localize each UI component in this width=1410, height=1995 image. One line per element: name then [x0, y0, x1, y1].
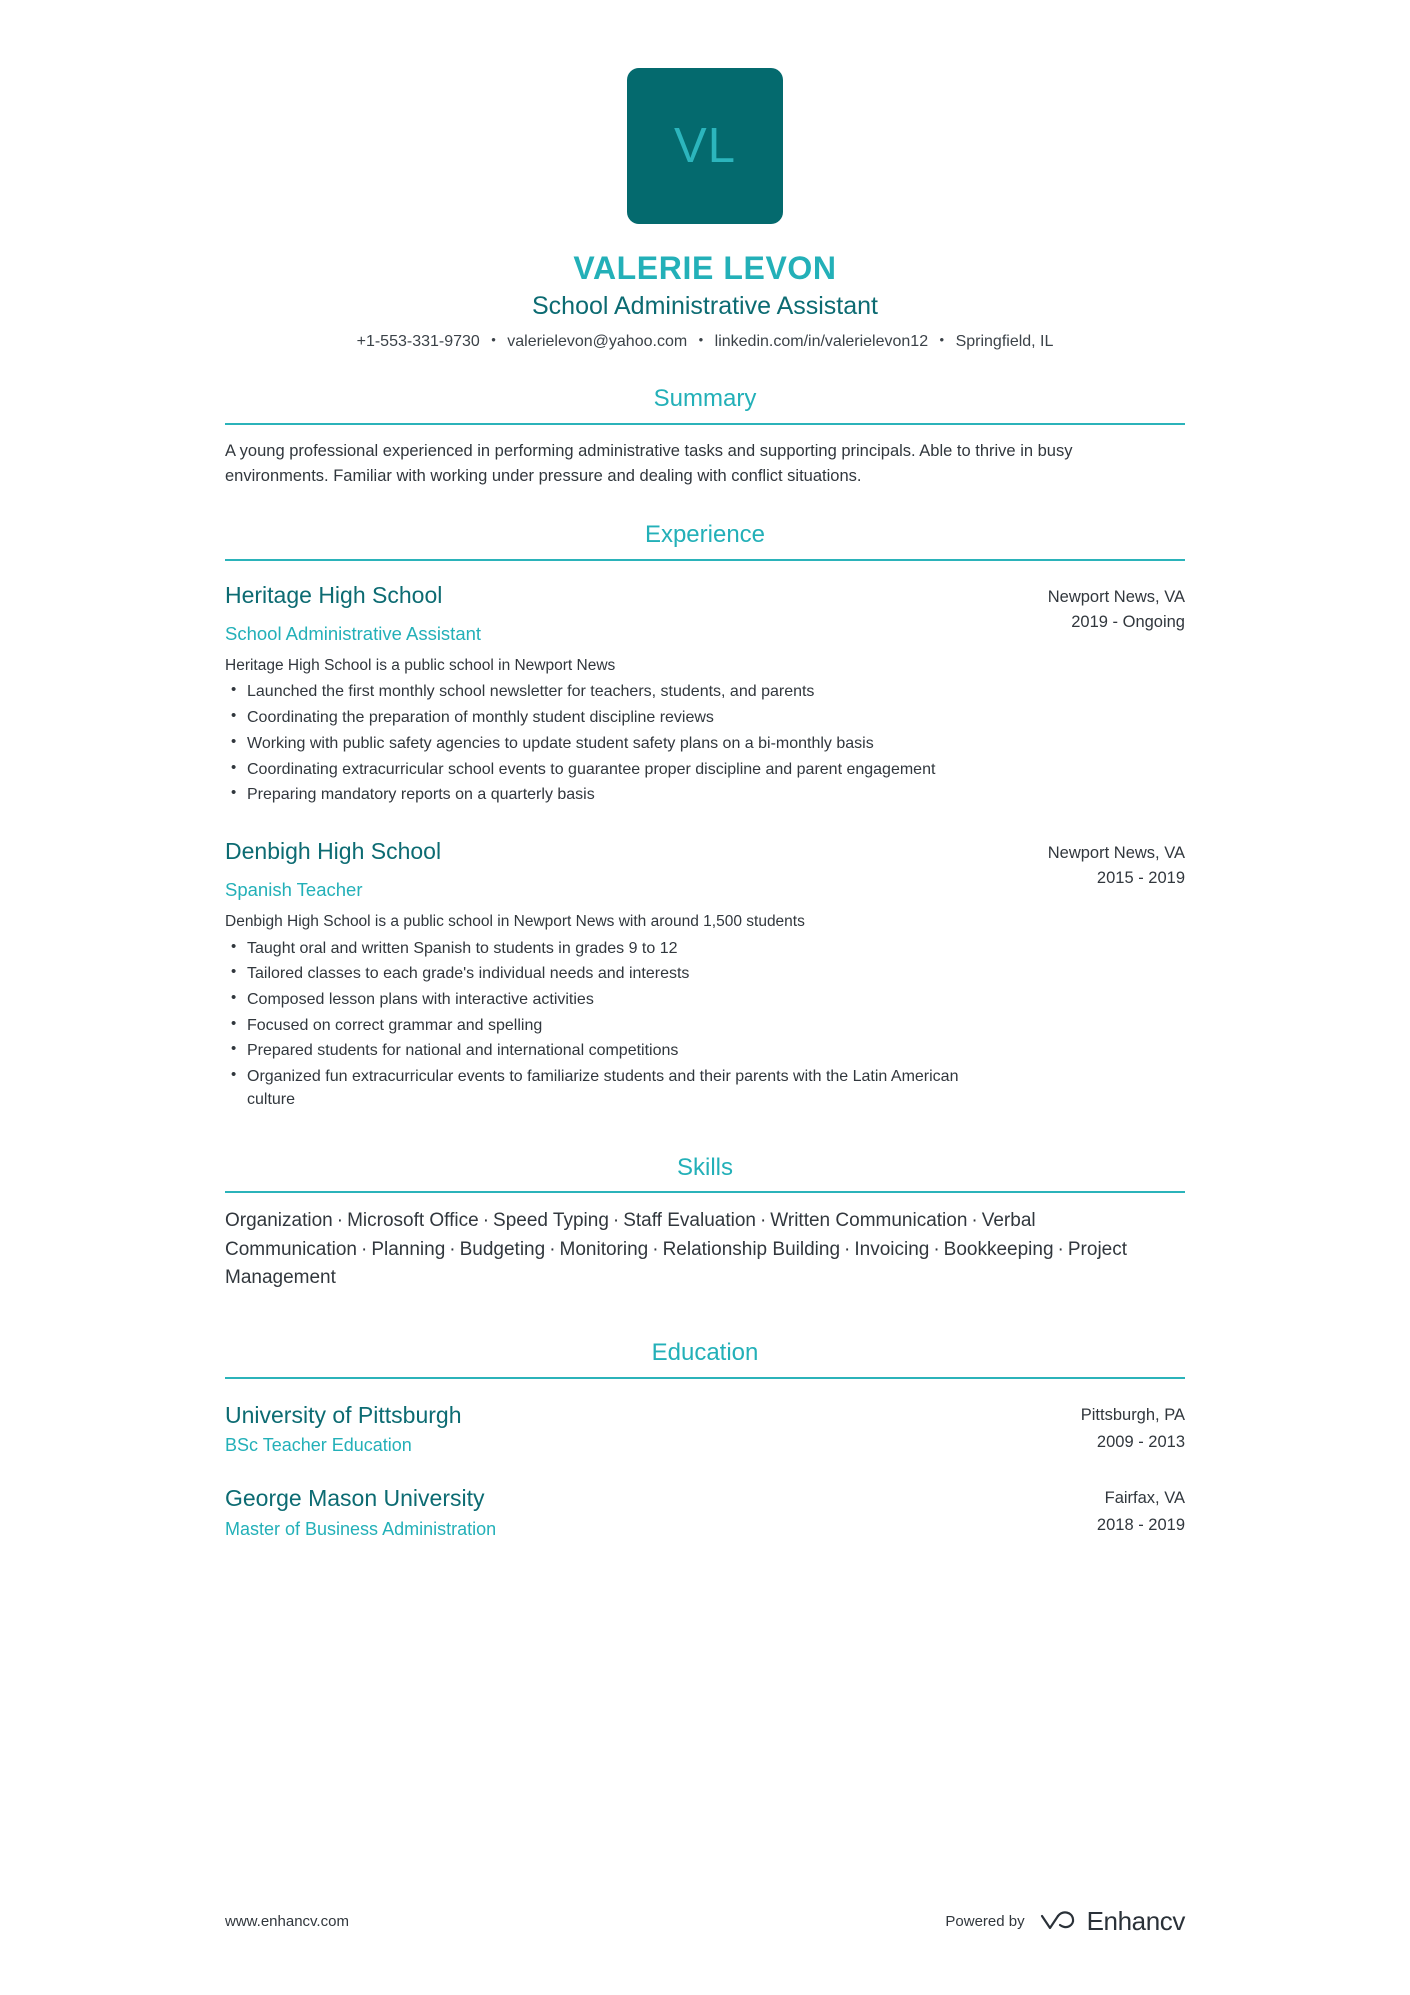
- education-degree: BSc Teacher Education: [225, 1435, 412, 1456]
- skill-separator-icon: ·: [482, 1210, 490, 1232]
- enhancv-mark-icon: [1039, 1909, 1079, 1935]
- education-entry: [225, 1484, 1185, 1541]
- contact-phone: +1-553-331-9730: [356, 332, 480, 350]
- list-item: • Focused on correct grammar and spelling: [225, 1015, 979, 1038]
- experience-bullets: [225, 681, 979, 807]
- contact-separator-icon: •: [698, 331, 704, 347]
- skill-separator-icon: ·: [844, 1238, 851, 1260]
- skill-item: Staff Evaluation: [623, 1210, 756, 1232]
- experience-dates: 2019 - Ongoing: [1071, 613, 1185, 632]
- skill-item: Monitoring: [559, 1238, 649, 1260]
- section-title-experience: Experience: [644, 521, 766, 549]
- experience-description: Denbigh High School is a public school in Newport News with around 1,500 students: [225, 912, 805, 930]
- section-skills: [225, 1154, 1185, 1293]
- skill-item: Project Management: [225, 1238, 1128, 1289]
- skill-separator-icon: ·: [612, 1210, 620, 1232]
- experience-entry: [225, 837, 1185, 1112]
- experience-role: School Administrative Assistant: [225, 622, 482, 644]
- section-title-summary: Summary: [653, 385, 757, 413]
- list-item: • Working with public safety agencies to update student safety plans on a bi-monthly basis: [225, 733, 979, 756]
- skill-separator-icon: ·: [652, 1238, 659, 1260]
- education-entry: [225, 1401, 1185, 1458]
- skill-item: Invoicing: [854, 1238, 930, 1260]
- skills-list: [225, 1207, 1160, 1293]
- enhancv-wordmark: Enhancv: [1086, 1906, 1185, 1936]
- section-experience: [225, 521, 1185, 1111]
- candidate-name: VALERIE LEVON: [573, 250, 837, 286]
- page-footer: [225, 1906, 1185, 1937]
- skill-separator-icon: ·: [933, 1238, 940, 1260]
- list-item: • Prepared students for national and international competitions: [225, 1040, 979, 1063]
- contact-separator-icon: •: [939, 331, 945, 347]
- list-item: • Taught oral and written Spanish to students in grades 9 to 12: [225, 938, 979, 961]
- contact-location: Springfield, IL: [955, 332, 1054, 350]
- list-item: • Composed lesson plans with interactive activities: [225, 989, 979, 1012]
- skill-item: Microsoft Office: [347, 1210, 479, 1232]
- list-item: • Launched the first monthly school newsletter for teachers, students, and parents: [225, 681, 979, 704]
- experience-entry: [225, 581, 1185, 807]
- education-school: George Mason University: [225, 1484, 485, 1511]
- skill-item: Organization: [225, 1210, 333, 1232]
- education-location: Pittsburgh, PA: [1080, 1405, 1185, 1424]
- candidate-job-title: School Administrative Assistant: [532, 291, 878, 320]
- education-location: Fairfax, VA: [1104, 1488, 1185, 1507]
- skill-separator-icon: ·: [549, 1238, 556, 1260]
- enhancv-logo: [1039, 1906, 1185, 1937]
- skill-item: Speed Typing: [493, 1210, 609, 1232]
- education-dates: 2009 - 2013: [1096, 1433, 1185, 1452]
- experience-organization: Denbigh High School: [225, 838, 442, 865]
- avatar-container: [225, 68, 1185, 224]
- education-degree: Master of Business Administration: [225, 1518, 497, 1539]
- list-item: • Coordinating the preparation of monthly student discipline reviews: [225, 707, 979, 730]
- skill-item: Verbal Communication: [225, 1210, 1036, 1260]
- powered-by-label: Powered by: [945, 1913, 1025, 1930]
- education-list: [225, 1379, 1185, 1541]
- skill-item: Bookkeeping: [943, 1238, 1054, 1260]
- footer-website-url[interactable]: www.enhancv.com: [225, 1913, 349, 1930]
- skill-separator-icon: ·: [449, 1238, 456, 1260]
- list-item: • Tailored classes to each grade's individual needs and interests: [225, 963, 979, 986]
- list-item: • Coordinating extracurricular school events to guarantee proper discipline and parent engagement: [225, 759, 979, 782]
- experience-organization: Heritage High School: [225, 581, 443, 608]
- experience-location: Newport News, VA: [1047, 844, 1185, 863]
- experience-role: Spanish Teacher: [225, 878, 363, 900]
- avatar: [627, 68, 783, 224]
- experience-bullets: [225, 938, 979, 1112]
- contact-email[interactable]: valerielevon@yahoo.com: [507, 332, 688, 350]
- skill-separator-icon: ·: [1057, 1238, 1064, 1260]
- section-title-skills: Skills: [676, 1153, 733, 1181]
- avatar-initials: VL: [674, 118, 736, 173]
- skill-separator-icon: ·: [971, 1210, 978, 1232]
- skill-item: Planning: [371, 1238, 446, 1260]
- skill-item: Written Communication: [770, 1210, 968, 1232]
- contact-line: [225, 331, 1185, 353]
- section-education: [225, 1339, 1185, 1541]
- skill-separator-icon: ·: [336, 1210, 344, 1232]
- skill-separator-icon: ·: [361, 1238, 368, 1260]
- skill-separator-icon: ·: [759, 1210, 767, 1232]
- list-item: • Organized fun extracurricular events to familiarize students and their parents with the Latin American culture: [225, 1066, 979, 1111]
- contact-linkedin[interactable]: linkedin.com/in/valerielevon12: [714, 332, 929, 350]
- skill-item: Budgeting: [459, 1238, 546, 1260]
- skill-item: Relationship Building: [662, 1238, 841, 1260]
- section-summary: [225, 385, 1185, 489]
- experience-location: Newport News, VA: [1047, 587, 1185, 606]
- section-title-education: Education: [651, 1338, 759, 1366]
- summary-text: A young professional experienced in performing administrative tasks and supporting principals. Able to thrive in busy environments. Familiar with working under pressure and dealing with conflict situations.: [225, 441, 1073, 486]
- education-dates: 2018 - 2019: [1096, 1516, 1185, 1535]
- experience-dates: 2015 - 2019: [1096, 869, 1185, 888]
- resume-header: [225, 68, 1185, 353]
- education-school: University of Pittsburgh: [225, 1401, 462, 1428]
- contact-separator-icon: •: [491, 331, 496, 347]
- experience-list: [225, 561, 1185, 1112]
- experience-description: Heritage High School is a public school in Newport News: [225, 656, 616, 674]
- list-item: • Preparing mandatory reports on a quarterly basis: [225, 784, 979, 807]
